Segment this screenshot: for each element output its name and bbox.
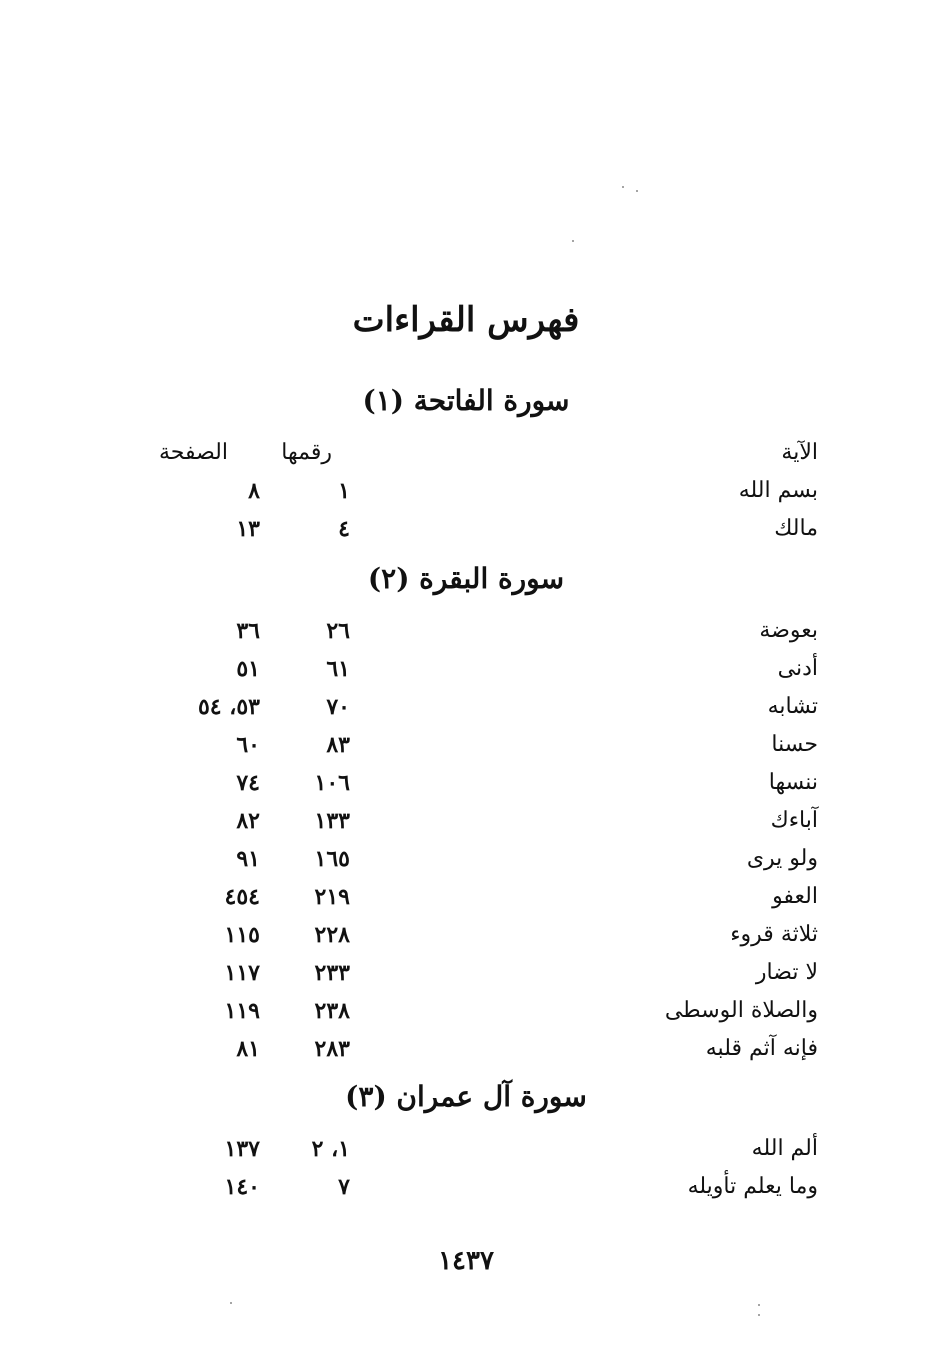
table-row [0,1136,932,1172]
verse-number: ١٠٦ [314,770,350,796]
verse-text: تشابه [767,694,818,719]
verse-text: حسنا [771,732,818,757]
verse-number: ١٣٣ [314,808,350,834]
verse-number: ٦١ [326,656,350,682]
verse-text: مالك [774,516,818,541]
page-reference: ٨ [248,478,260,504]
table-row [0,922,932,958]
verse-number: ٢٢٨ [314,922,350,948]
verse-number: ٤ [338,516,350,542]
table-row [0,770,932,806]
page-reference: ١١٧ [224,960,260,986]
verse-text: بعوضة [759,618,818,643]
verse-text: فإنه آثم قلبه [705,1036,818,1061]
verse-text: ألم الله [751,1136,818,1161]
table-row [0,732,932,768]
page-reference: ٦٠ [236,732,260,758]
verse-number: ٧ [338,1174,350,1200]
page-reference: ١٤٠ [224,1174,260,1200]
table-row [0,808,932,844]
table-row [0,1036,932,1072]
table-row [0,998,932,1034]
verse-number: ٧٠ [326,694,350,720]
verse-text: وما يعلم تأويله [687,1174,818,1199]
verse-number: ٢٣٣ [314,960,350,986]
table-row [0,478,932,514]
page-reference: ١٣٧ [224,1136,260,1162]
scan-speck [758,1304,760,1306]
page-reference: ٨١ [236,1036,260,1062]
column-header-page: الصفحة [158,440,228,465]
page-reference: ٩١ [236,846,260,872]
page-reference: ٣٦ [236,618,260,644]
table-row [0,694,932,730]
verse-number: ٢٦ [326,618,350,644]
verse-number: ١ [338,478,350,504]
verse-number: ٢١٩ [314,884,350,910]
table-row [0,884,932,920]
table-row [0,846,932,882]
page-reference: ٥٣، ٥٤ [197,694,260,720]
page-reference: ٤٥٤ [224,884,260,910]
column-header-row [0,440,932,476]
verse-text: آباءك [770,808,818,833]
column-header-number: رقمها [281,440,332,465]
index-title: فهرس القراءات [352,300,580,340]
page-reference: ٥١ [236,656,260,682]
section-heading-al-imran: سورة آل عمران (٣) [345,1080,587,1113]
scan-speck [230,1302,232,1304]
table-row [0,656,932,692]
table-row [0,618,932,654]
table-row [0,960,932,996]
scan-speck [758,1314,760,1316]
section-heading-fatiha: سورة الفاتحة (١) [362,384,570,417]
scan-speck [636,190,638,192]
page-reference: ٨٢ [236,808,260,834]
verse-text: بسم الله [738,478,818,503]
verse-text: العفو [772,884,818,909]
verse-text: ولو يرى [746,846,818,871]
verse-number: ٨٣ [326,732,350,758]
table-row [0,1174,932,1210]
scan-speck [572,240,574,242]
verse-number: ١، ٢ [311,1136,350,1162]
column-header-verse: الآية [781,440,818,465]
verse-number: ٢٨٣ [314,1036,350,1062]
page-number: ١٤٣٧ [438,1246,494,1276]
scan-speck [622,186,624,188]
verse-number: ١٦٥ [314,846,350,872]
page-reference: ١٣ [236,516,260,542]
table-row [0,516,932,552]
verse-text: لا تضار [755,960,818,985]
verse-number: ٢٣٨ [314,998,350,1024]
verse-text: ننسها [768,770,818,795]
page-reference: ٧٤ [236,770,260,796]
verse-text: ثلاثة قروء [730,922,818,947]
section-heading-baqarah: سورة البقرة (٢) [367,562,565,595]
page-reference: ١١٩ [224,998,260,1024]
verse-text: والصلاة الوسطى [664,998,818,1023]
page-reference: ١١٥ [224,922,260,948]
verse-text: أدنى [777,656,818,681]
